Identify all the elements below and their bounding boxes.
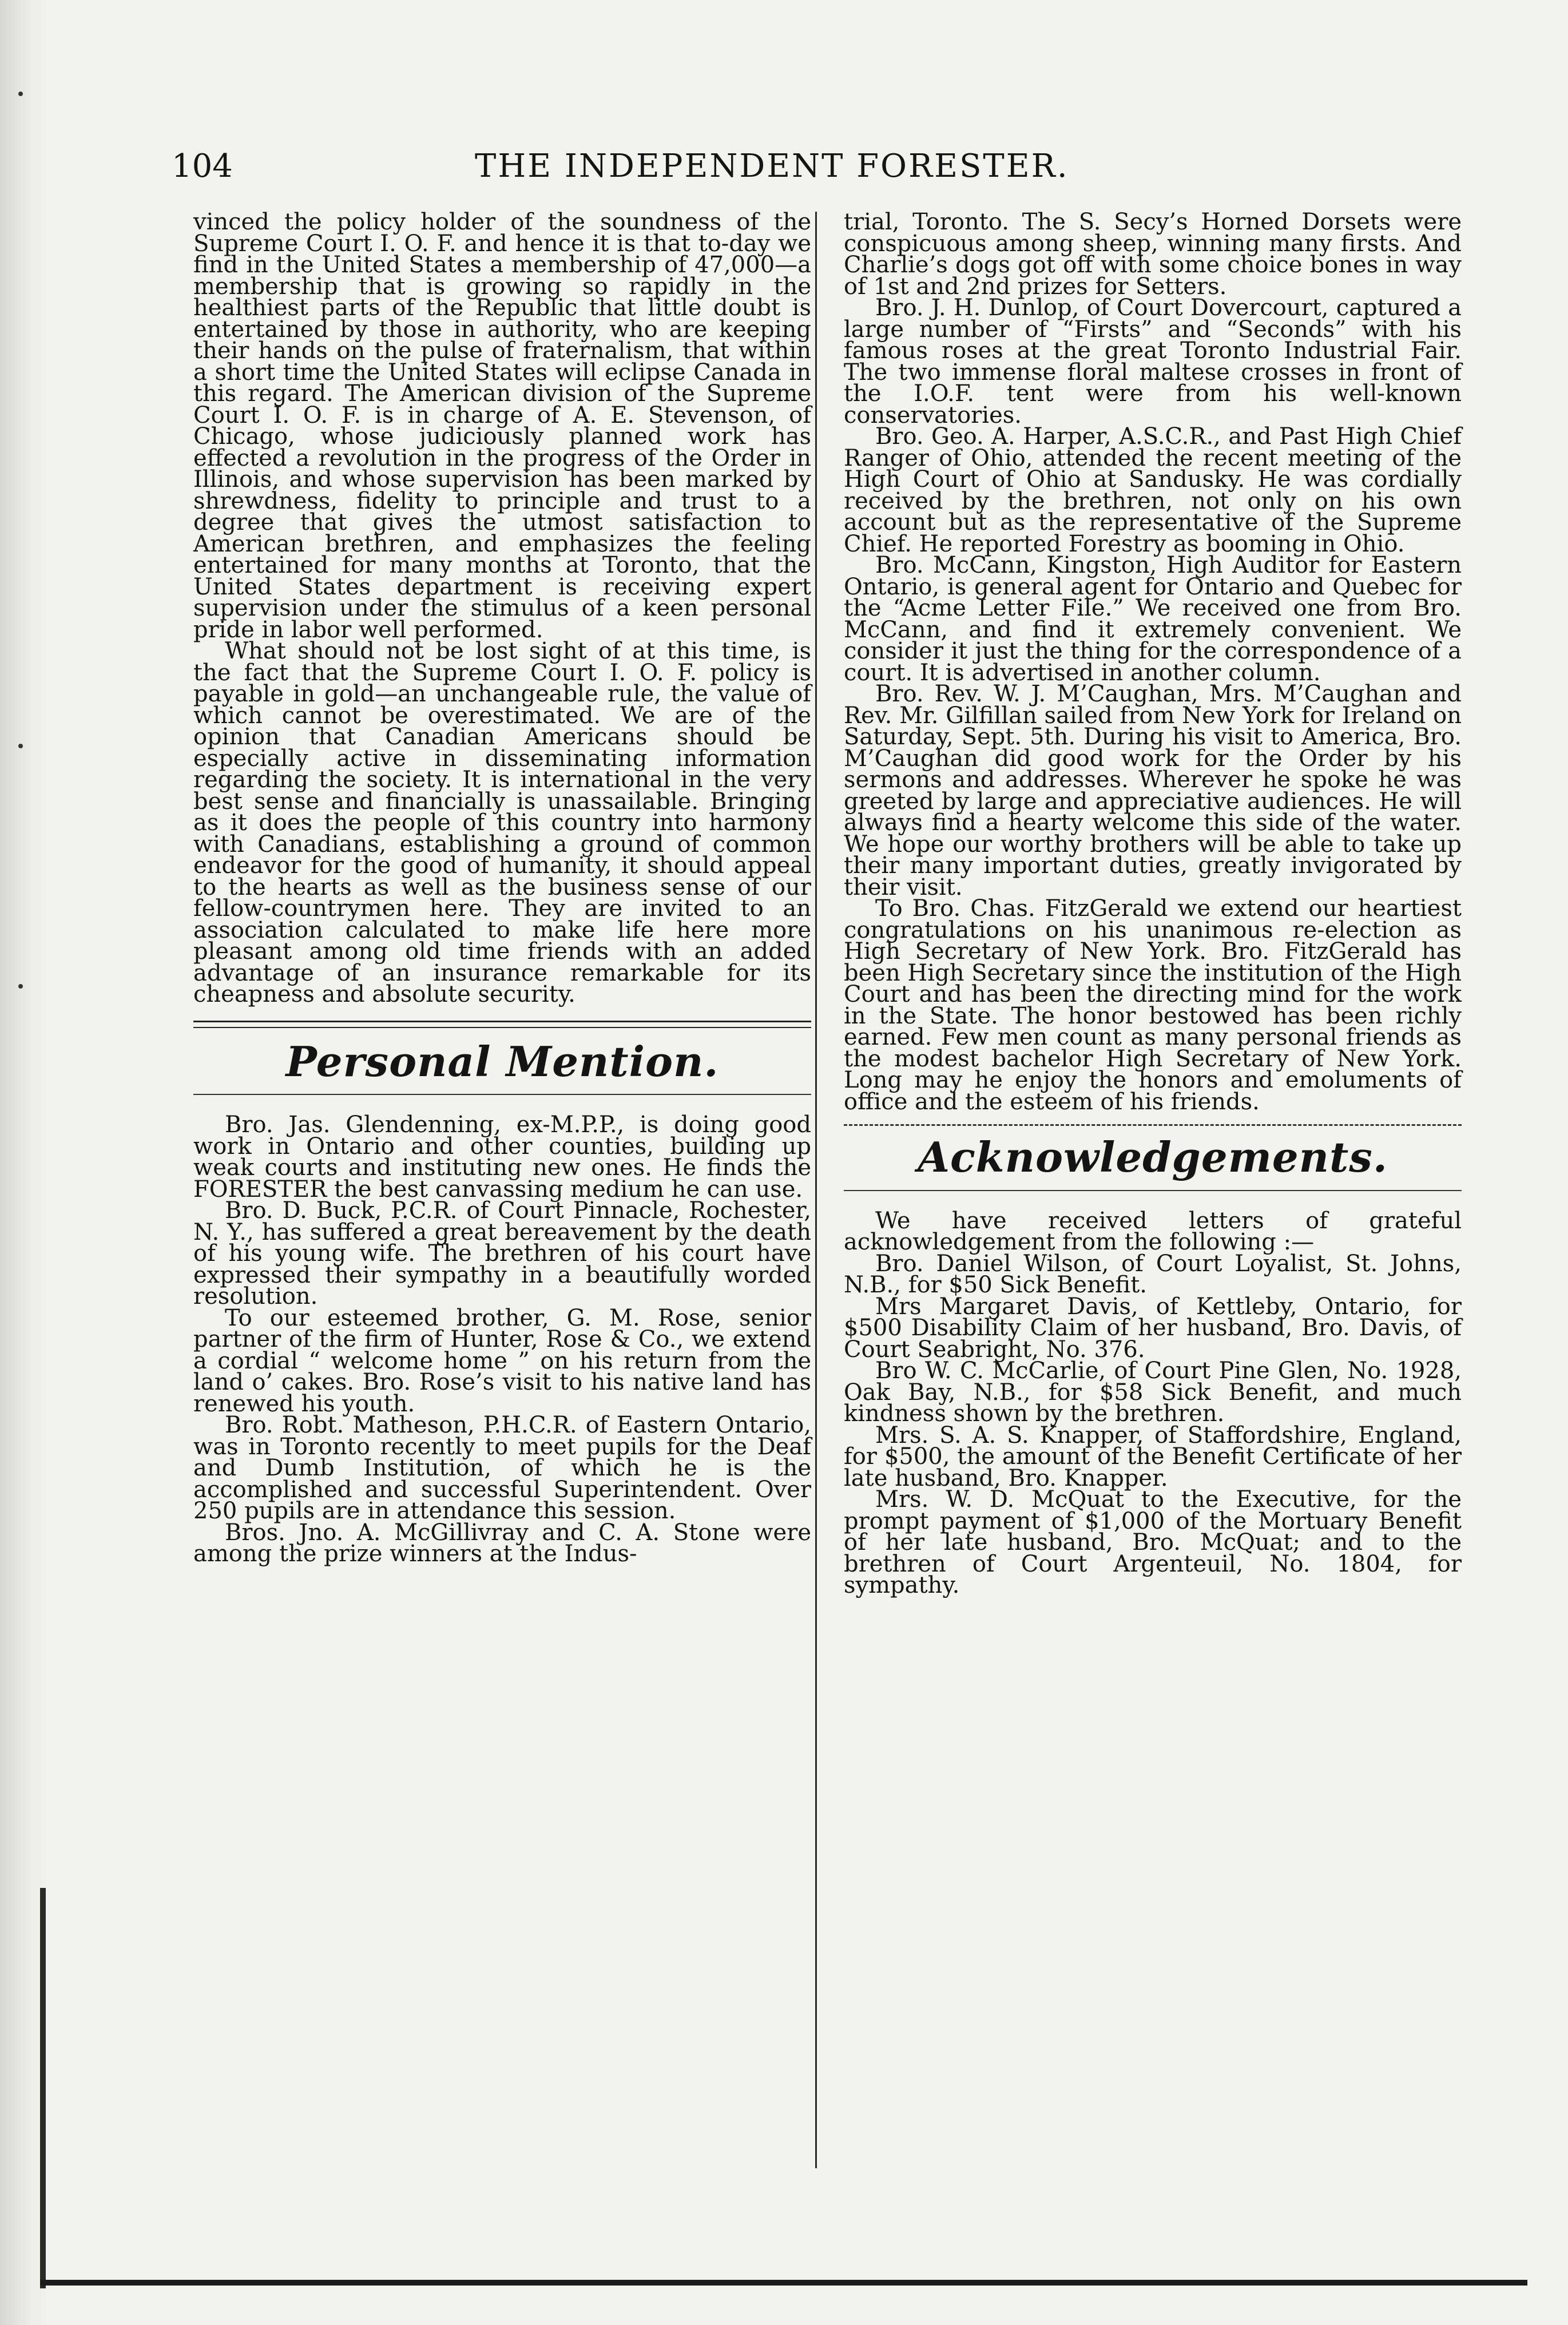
mention-paragraph: Bro. J. H. Dunlop, of Court Dovercourt, captured a large number of “Firsts” and “Seconds” with his famous roses at the great Toronto Industrial Fair. The two immense floral maltese crosses in front of the I.O.F. tent were from his well-known conservatories. <box>844 295 1462 429</box>
mention-paragraph: Bro. D. Buck, P.C.R. of Court Pinnacle, Rochester, N. Y., has suffered a great bereavement by the death of his young wife. The brethren of his court have expressed their sympathy in a beautifully worded resolution. <box>193 1197 811 1310</box>
section-rule <box>844 1190 1462 1191</box>
acknowledgement-paragraph: We have received letters of grateful acknowledgement from the following :— <box>844 1207 1462 1255</box>
binding-hole-dot <box>18 984 23 989</box>
mention-paragraph: Bros. Jno. A. McGillivray and C. A. Stone were among the prize winners at the Indus- <box>193 1519 811 1567</box>
section-heading-acknowledgements: Acknowledgements. <box>918 1133 1388 1181</box>
binding-hole-dot <box>18 92 23 96</box>
acknowledgement-paragraph: Mrs Margaret Davis, of Kettleby, Ontario, for $500 Disability Claim of her husband, Bro. Davis, of Court Seabright, No. 376. <box>844 1293 1462 1363</box>
mention-paragraph: To Bro. Chas. FitzGerald we extend our heartiest congratulations on his unanimous re-election as High Secretary of New York. Bro. FitzGerald has been High Secretary since the institution of the High Court and has been the directing mind for the work in the State. The honor bestowed has been richly earned. Few men count as many personal friends as the modest bachelor High Secretary of New York. Long may he enjoy the honors and emoluments of office and the esteem of his friends. <box>844 895 1462 1115</box>
article-paragraph: What should not be lost sight of at this time, is the fact that the Supreme Court I. O. F. policy is payable in gold—an unchangeable rule, the value of which cannot be overestimated. We are of the opinion that Canadian Americans should be especially active in disseminating information regarding the society. It is international in the very best sense and financially is unassailable. Bringing as it does the people of this country into harmony with Canadians, establishing a ground of common endeavor for the good of humanity, it should appeal to the hearts as well as the business sense of our fellow-countrymen here. They are invited to an association calculated to make life here more pleasant among old time friends with an added advantage of an insurance remarkable for its cheapness and absolute security. <box>193 638 811 1007</box>
acknowledgement-paragraph: Bro. Daniel Wilson, of Court Loyalist, St. Johns, N.B., for $50 Sick Benefit. <box>844 1250 1462 1298</box>
mention-paragraph: trial, Toronto. The S. Secy’s Horned Dorsets were conspicuous among sheep, winning many firsts. And Charlie’s dogs got off with some choice bones in way of 1st and 2nd prizes for Setters. <box>844 209 1462 300</box>
right-column <box>844 209 1462 1598</box>
scan-shadow-bottom <box>40 2280 1527 2286</box>
mention-paragraph: To our esteemed brother, G. M. Rose, senior partner of the firm of Hunter, Rose & Co., we extend a cordial “ welcome home ” on his return from the land o’ cakes. Bro. Rose’s visit to his native land has renewed his youth. <box>193 1304 811 1417</box>
mention-paragraph: Bro. Rev. W. J. M’Caughan, Mrs. M’Caughan and Rev. Mr. Gilfillan sailed from New York for Ireland on Saturday, Sept. 5th. During his visit to America, Bro. M’Caughan did good work for the Order by his sermons and addresses. Wherever he spoke he was greeted by large and appreciative audiences. He will always find a hearty welcome this side of the water. We hope our worthy brothers will be able to take up their many important duties, greatly invigorated by their visit. <box>844 681 1462 900</box>
page-number: 104 <box>172 148 233 185</box>
section-heading-personal-mention: Personal Mention. <box>285 1037 719 1086</box>
scan-shadow <box>40 1888 46 2288</box>
running-head-title: THE INDEPENDENT FORESTER. <box>475 148 1069 185</box>
column-divider <box>815 212 817 2168</box>
acknowledgement-paragraph: Mrs. W. D. McQuat to the Executive, for the prompt payment of $1,000 of the Mortuary Benefit of her late husband, Bro. McQuat; and to the brethren of Court Argenteuil, No. 1804, for sympathy. <box>844 1486 1462 1598</box>
acknowledgement-paragraph: Bro W. C. McCarlie, of Court Pine Glen, No. 1928, Oak Bay, N.B., for $58 Sick Benefit, and much kindness shown by the brethren. <box>844 1358 1462 1427</box>
left-column <box>193 209 811 1567</box>
article-paragraph: vinced the policy holder of the soundness of the Supreme Court I. O. F. and hence it is that to-day we find in the United States a membership of 47,000—a membership that is growing so rapidly in the healthiest parts of the Republic that little doubt is entertained by those in authority, who are keeping their hands on the pulse of fraternalism, that within a short time the United States will eclipse Canada in this regard. The American division of the Supreme Court I. O. F. is in charge of A. E. Stevenson, of Chicago, whose judiciously planned work has effected a revolution in the progress of the Order in Illinois, and whose supervision has been marked by shrewdness, fidelity to principle and trust to a degree that gives the utmost satisfaction to American brethren, and emphasizes the feeling entertained for many months at Toronto, that the United States department is receiving expert supervision under the stimulus of a keen personal pride in labor well performed. <box>193 209 811 643</box>
mention-paragraph: Bro. McCann, Kingston, High Auditor for Eastern Ontario, is general agent for Ontario and Quebec for the “Acme Letter File.” We received one from Bro. McCann, and find it extremely convenient. We consider it just the thing for the correspondence of a court. It is advertised in another column. <box>844 552 1462 686</box>
acknowledgement-paragraph: Mrs. S. A. S. Knapper, of Staffordshire, England, for $500, the amount of the Benefit Certificate of her late husband, Bro. Knapper. <box>844 1422 1462 1491</box>
section-rule <box>844 1124 1462 1126</box>
mention-paragraph: Bro. Geo. A. Harper, A.S.C.R., and Past High Chief Ranger of Ohio, attended the recent meeting of the High Court of Ohio at Sandusky. He was cordially received by the brethren, not only on his own account but as the representative of the Supreme Chief. He reported Forestry as booming in Ohio. <box>844 423 1462 557</box>
binding-hole-dot <box>18 744 23 748</box>
mention-paragraph: Bro. Jas. Glendenning, ex-M.P.P., is doing good work in Ontario and other counties, building up weak courts and instituting new ones. He finds the FORESTER the best canvassing medium he can use. <box>193 1112 811 1203</box>
mention-paragraph: Bro. Robt. Matheson, P.H.C.R. of Eastern Ontario, was in Toronto recently to meet pupils for the Deaf and Dumb Institution, of which he is the accomplished and successful Superintendent. Over 250 pupils are in attendance this session. <box>193 1412 811 1524</box>
section-rule <box>193 1094 811 1095</box>
section-rule <box>193 1021 811 1028</box>
